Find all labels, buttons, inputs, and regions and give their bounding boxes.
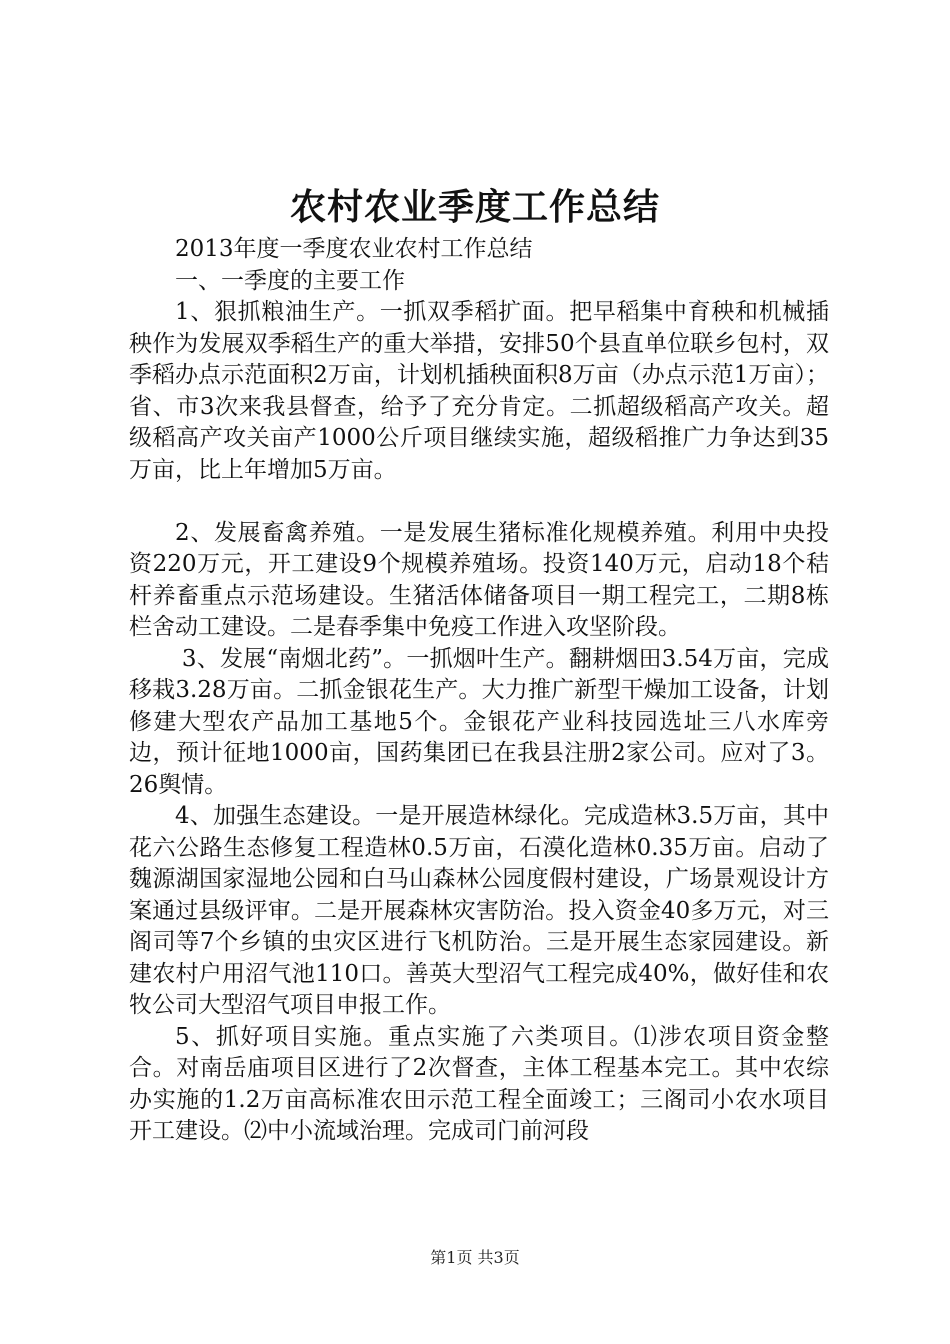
- paragraph-grain-oil: 1、狠抓粮油生产。一抓双季稻扩面。把早稻集中育秧和机械插秧作为发展双季稻生产的重大举措，安排50个县直单位联乡包村，双季稻办点示范面积2万亩，计划机插秧面积8万亩（办点示范1万亩）；省、市3次来我县督查，给予了充分肯定。二抓超级稻高产攻关。超级稻高产攻关亩产1000公斤项目继续实施，超级稻推广力争达到35万亩，比上年增加5万亩。: [129, 299, 829, 483]
- paragraph-ecology: 4、加强生态建设。一是开展造林绿化。完成造林3.5万亩，其中花六公路生态修复工程造林0.5万亩，石漠化造林0.35万亩。启动了魏源湖国家湿地公园和白马山森林公园度假村建设，广场景观设计方案通过县级评审。二是开展森林灾害防治。投入资金40多万元，对三阁司等7个乡镇的虫灾区进行飞机防治。三是开展生态家园建设。新建农村户用沼气池110口。善英大型沼气工程完成40%，做好佳和农牧公司大型沼气项目申报工作。: [129, 803, 829, 1018]
- paragraph-spacer: [129, 486, 829, 518]
- section-heading: 一、一季度的主要工作: [175, 267, 405, 294]
- document-title: 农村农业季度工作总结: [289, 186, 660, 228]
- paragraph-tobacco-medicine: 3、发展“南烟北药”。一抓烟叶生产。翻耕烟田3.54万亩，完成移栽3.28万亩。二抓金银花生产。大力推广新型干燥加工设备，计划修建大型农产品加工基地5个。金银花产业科技园选址三八水库旁边，预计征地1000亩，国药集团已在我县注册2家公司。应对了3。26舆情。: [129, 645, 829, 798]
- document-subtitle: 2013年度一季度农业农村工作总结: [175, 236, 533, 262]
- document-body: [129, 234, 829, 1148]
- paragraph-livestock: 2、发展畜禽养殖。一是发展生猪标准化规模养殖。利用中央投资220万元，开工建设9个规模养殖场。投资140万元，启动18个秸杆养畜重点示范场建设。生猪活体储备项目一期工程完工，二期8栋栏舍动工建设。二是春季集中免疫工作进入攻坚阶段。: [129, 519, 829, 640]
- page-footer: 第1页 共3页: [430, 1248, 520, 1267]
- paragraph-projects: 5、抓好项目实施。重点实施了六类项目。⑴涉农项目资金整合。对南岳庙项目区进行了2次督查，主体工程基本完工。其中农综办实施的1.2万亩高标准农田示范工程全面竣工；三阁司小农水项目开工建设。⑵中小流域治理。完成司门前河段: [129, 1023, 829, 1144]
